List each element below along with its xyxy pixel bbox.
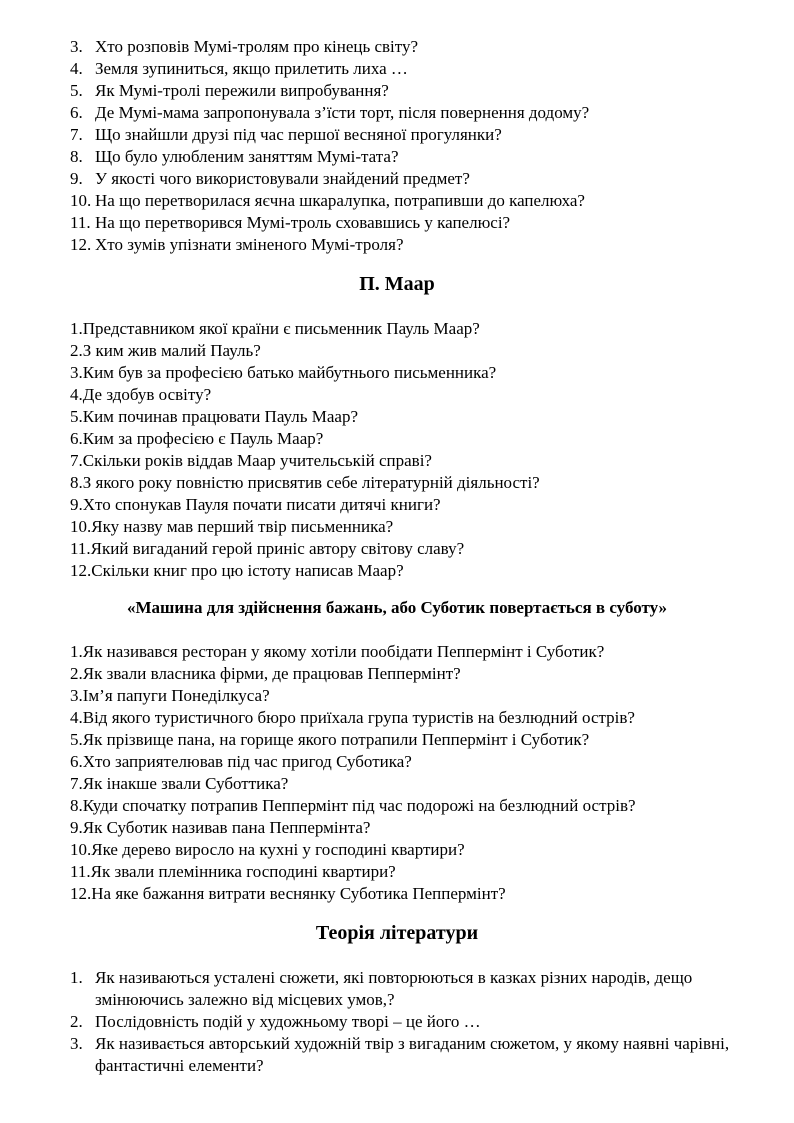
question-text: Яку назву мав перший твір письменника? [91, 517, 394, 536]
question-text: У якості чого використовували знайдений предмет? [95, 169, 470, 188]
question-item [70, 516, 754, 538]
question-item [70, 861, 754, 883]
question-text: З якого року повністю присвятив себе літературній діяльності? [82, 473, 540, 492]
question-text: Де Мумі-мама запропонувала з’їсти торт, після повернення додому? [95, 103, 590, 122]
question-text: Як Суботик називав пана Пеппермінта? [82, 818, 371, 837]
question-text: Куди спочатку потрапив Пеппермінт під час подорожі на безлюдний острів? [82, 796, 636, 815]
question-item [70, 406, 754, 428]
question-text: Хто зумів упізнати зміненого Мумі-троля? [95, 235, 404, 254]
question-item [70, 839, 754, 861]
question-number: 12. [70, 884, 92, 903]
question-item [70, 773, 754, 795]
question-text: Як звали власника фірми, де працював Пеппермінт? [82, 664, 461, 683]
question-item [70, 817, 754, 839]
question-number: 3. [70, 363, 83, 382]
maar-question-list [70, 318, 754, 582]
question-number: 11. [70, 862, 91, 881]
question-number: 9. [70, 169, 83, 188]
question-text: Як називався ресторан у якому хотіли пообідати Пеппермінт і Суботик? [82, 642, 605, 661]
question-item [70, 707, 754, 729]
question-number: 10. [70, 840, 92, 859]
question-text: Що було улюбленим заняттям Мумі-тата? [95, 147, 399, 166]
question-item [70, 1033, 754, 1077]
question-number: 1. [70, 642, 83, 661]
question-number: 7. [70, 774, 83, 793]
question-number: 3. [70, 37, 83, 56]
question-number: 4. [70, 59, 83, 78]
question-text: На що перетворилася яєчна шкаралупка, потрапивши до капелюха? [95, 191, 585, 210]
question-item [70, 472, 754, 494]
question-item [70, 234, 754, 256]
question-number: 12. [70, 235, 92, 254]
question-item [70, 494, 754, 516]
question-text: Від якого туристичного бюро приїхала група туристів на безлюдний острів? [82, 708, 635, 727]
question-number: 9. [70, 495, 83, 514]
question-item [70, 124, 754, 146]
question-item [70, 729, 754, 751]
question-item [70, 212, 754, 234]
question-item [70, 146, 754, 168]
question-item [70, 168, 754, 190]
question-text: Ким був за професією батько майбутнього письменника? [82, 363, 497, 382]
question-item [70, 641, 754, 663]
machine-question-list [70, 641, 754, 905]
question-item [70, 883, 754, 905]
question-number: 12. [70, 561, 92, 580]
question-number: 2. [70, 664, 83, 683]
question-item [70, 795, 754, 817]
question-item [70, 102, 754, 124]
theory-heading: Теорія літератури [315, 922, 479, 944]
theory-question-list [70, 967, 754, 1077]
question-text: Як інакше звали Суботтика? [82, 774, 289, 793]
question-number: 4. [70, 708, 83, 727]
question-text: Послідовність подій у художньому творі – це його … [95, 1012, 481, 1031]
question-item [70, 538, 754, 560]
question-text: Хто спонукав Пауля почати писати дитячі книги? [82, 495, 441, 514]
question-text: Ким за професією є Пауль Маар? [82, 429, 324, 448]
moomin-question-list [70, 36, 754, 256]
question-number: 1. [70, 968, 83, 987]
question-number: 5. [70, 407, 83, 426]
question-number: 8. [70, 796, 83, 815]
question-number: 8. [70, 473, 83, 492]
question-text: Скільки років віддав Маар учительській справі? [82, 451, 432, 470]
question-text: Хто розповів Мумі-тролям про кінець світу? [95, 37, 419, 56]
question-number: 5. [70, 81, 83, 100]
question-text: Земля зупиниться, якщо прилетить лиха … [95, 59, 408, 78]
question-text: Хто заприятелював під час пригод Суботика? [82, 752, 412, 771]
question-text: Яке дерево виросло на кухні у господині квартири? [91, 840, 465, 859]
question-text: Як звали племінника господині квартири? [90, 862, 396, 881]
machine-heading: «Машина для здійснення бажань, або Суботик повертається в суботу» [126, 598, 668, 617]
question-text: Що знайшли друзі під час першої весняної прогулянки? [95, 125, 502, 144]
question-item [70, 80, 754, 102]
maar-heading: П. Маар [359, 273, 435, 295]
question-text: На яке бажання витрати веснянку Суботика Пеппермінт? [91, 884, 506, 903]
question-text: Який вигаданий герой приніс автору світову славу? [90, 539, 465, 558]
question-text: Ім’я папуги Понеділкуса? [82, 686, 270, 705]
question-number: 11. [70, 213, 91, 232]
question-item [70, 967, 754, 1011]
question-item [70, 362, 754, 384]
question-item [70, 560, 754, 582]
question-number: 7. [70, 451, 83, 470]
question-text: Де здобув освіту? [82, 385, 212, 404]
question-number: 4. [70, 385, 83, 404]
question-number: 2. [70, 1012, 83, 1031]
question-item [70, 190, 754, 212]
question-number: 7. [70, 125, 83, 144]
question-item [70, 685, 754, 707]
question-text: Як називається авторський художній твір з вигаданим сюжетом, у якому наявні чарівні, фантастичні елементи? [95, 1034, 730, 1075]
question-item [70, 450, 754, 472]
question-item [70, 428, 754, 450]
question-number: 5. [70, 730, 83, 749]
question-text: Скільки книг про цю істоту написав Маар? [91, 561, 404, 580]
question-number: 11. [70, 539, 91, 558]
question-number: 3. [70, 686, 83, 705]
question-item [70, 340, 754, 362]
question-text: На що перетворився Мумі-троль сховавшись у капелюсі? [95, 213, 511, 232]
question-item [70, 36, 754, 58]
question-number: 10. [70, 517, 92, 536]
question-number: 6. [70, 103, 83, 122]
question-number: 2. [70, 341, 83, 360]
question-text: Як Мумі-тролі пережили випробування? [95, 81, 389, 100]
question-number: 6. [70, 752, 83, 771]
question-item [70, 58, 754, 80]
question-text: Ким починав працювати Пауль Маар? [82, 407, 358, 426]
question-text: Як прізвище пана, на горище якого потрапили Пеппермінт і Суботик? [82, 730, 590, 749]
question-text: З ким жив малий Пауль? [82, 341, 261, 360]
question-number: 8. [70, 147, 83, 166]
question-item [70, 1011, 754, 1033]
question-number: 10. [70, 191, 92, 210]
question-number: 6. [70, 429, 83, 448]
question-number: 3. [70, 1034, 83, 1053]
question-item [70, 384, 754, 406]
question-number: 1. [70, 319, 83, 338]
question-text: Як називаються усталені сюжети, які повторюються в казках різних народів, дещо змінюючись залежно від місцевих умов,? [95, 968, 693, 1009]
question-number: 9. [70, 818, 83, 837]
question-item [70, 751, 754, 773]
question-item [70, 318, 754, 340]
question-text: Представником якої країни є письменник Пауль Маар? [82, 319, 480, 338]
question-item [70, 663, 754, 685]
